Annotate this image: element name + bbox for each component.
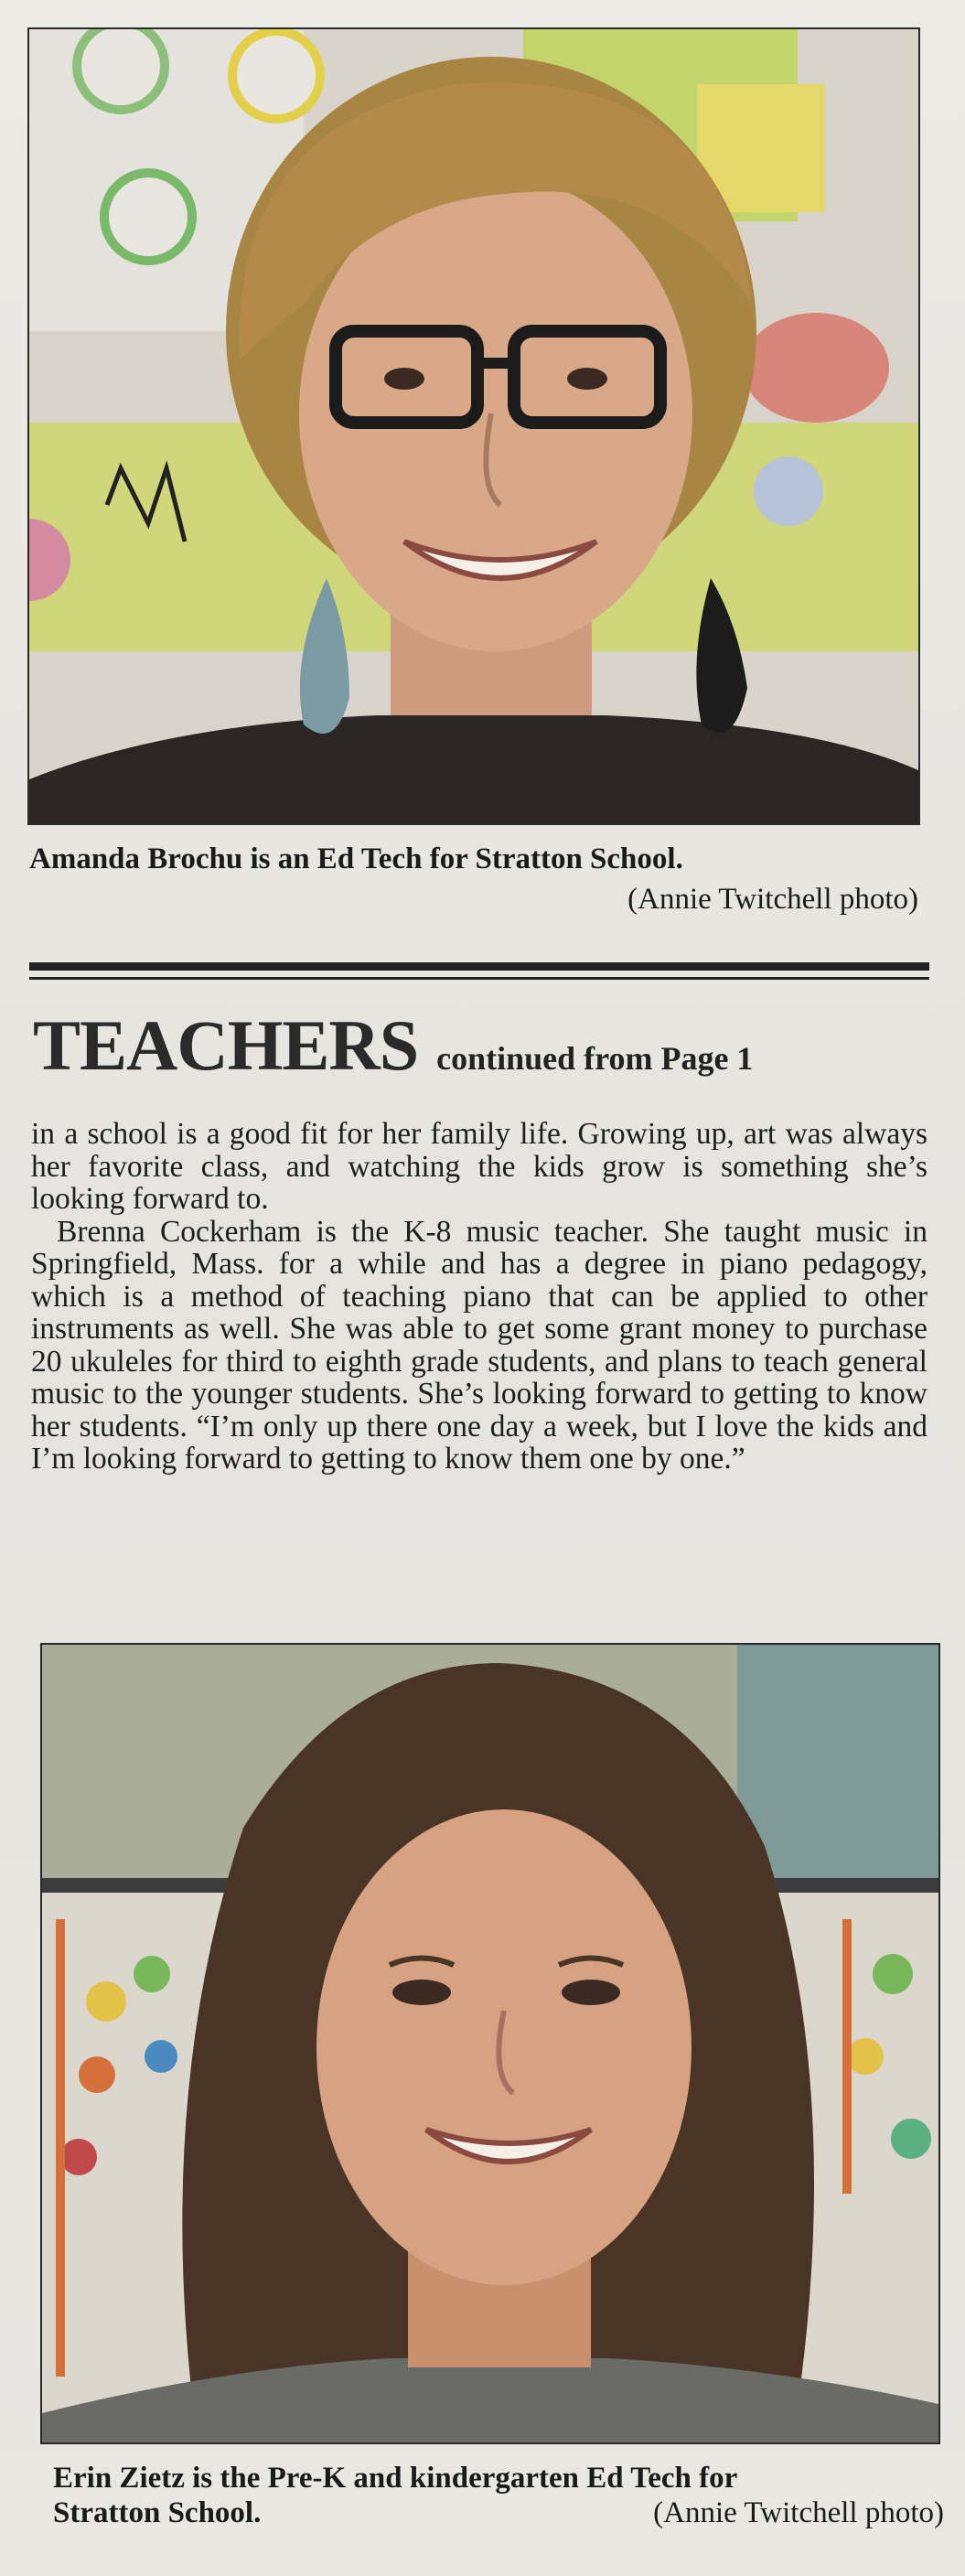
photo-credit: (Annie Twitchell photo) xyxy=(653,2496,944,2529)
article-paragraph: Brenna Cockerham is the K-8 music teacher. She taught music in Springfield, Mass. for a while and has a degree in piano pedagogy, which is a method of teaching piano that can be applied to other instruments as well. She was able to get some grant money to purchase 20 ukuleles for third to eighth grade students, and plans to teach general music to the younger students. She’s looking forward to getting to know her students. “I’m only up there one day a week, but I love the kids and I’m looking forward to getting to know them one by one.” xyxy=(31,1214,927,1476)
photo-caption xyxy=(53,2461,944,2530)
section-divider-thin xyxy=(29,977,929,980)
caption-text-line2: Stratton School. xyxy=(53,2496,262,2529)
article-paragraph: in a school is a good fit for her family life. Growing up, art was always her favorite class, and watching the kids grow is something she’s looking forward to. xyxy=(31,1117,927,1216)
headline-title: TEACHERS xyxy=(33,1005,419,1085)
photo-credit: (Annie Twitchell photo) xyxy=(627,883,918,916)
headline-continued: continued from Page 1 xyxy=(436,1040,754,1077)
photo-amanda-brochu xyxy=(27,27,920,825)
portrait-photo-woman-glasses-icon xyxy=(29,29,918,823)
photo-erin-zietz xyxy=(40,1643,940,2444)
article-headline xyxy=(33,1004,933,1087)
caption-text: Erin Zietz is the Pre-K and kindergarten Ed Tech for xyxy=(53,2462,738,2495)
section-divider xyxy=(29,962,929,971)
photo-caption xyxy=(29,842,918,916)
portrait-photo-woman-long-hair-icon xyxy=(42,1645,938,2442)
article-body xyxy=(31,1118,927,1476)
caption-text: Amanda Brochu is an Ed Tech for Stratton School. xyxy=(29,843,683,875)
